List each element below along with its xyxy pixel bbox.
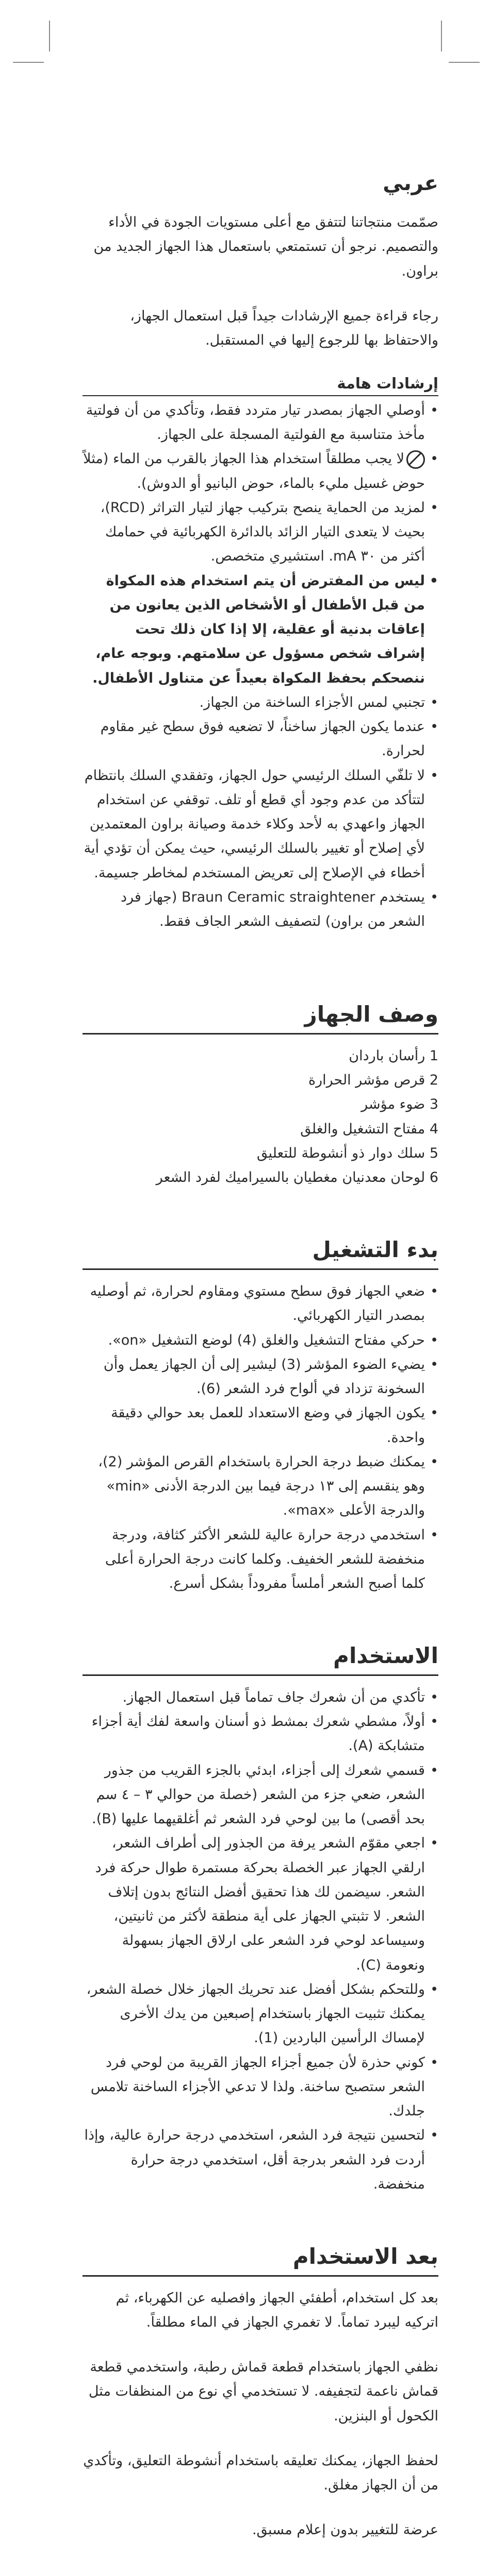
usage-item: • لتحسين نتيجة فرد الشعر، استخدمي درجة حرارة عالية، وإذا أردت فرد الشعر بدرجة أقل، استخدمي درجة حرارة منخفضة. [83,2123,438,2196]
start-item: • يكون الجهاز في وضع الاستعداد للعمل بعد حوالي دقيقة واحدة. [83,1401,438,1450]
description-item: 3 ضوء مؤشر [361,1096,438,1113]
usage-item: • وللتحكم بشكل أفضل عند تحريك الجهاز خلال خصلة الشعر، يمكنك تثبيت الجهاز باستخدام إصبعين من يدك الأخرى لإمساك الرأسين الباردين (1). [83,1977,438,2050]
crop-mark-top-right-h [449,62,480,63]
after-use-title: بعد الاستخدام [83,2243,438,2277]
important-item-text: لا يجب مطلقاً استخدام هذا الجهاز بالقرب من الماء (مثلاً حوض غسيل مليء بالماء، حوض البانيو أو الدوش). [83,451,425,492]
usage-item: • أولاً، مشطي شعرك بمشط ذو أسنان واسعة لفك أية أجزاء متشابكة (A). [83,1709,438,1758]
description-item: 5 سلك دوار ذو أنشوطة للتعليق [256,1145,438,1161]
no-water-icon [406,450,425,469]
important-item [83,447,438,496]
language-title: عربي [383,172,438,195]
usage-item: • كوني حذرة لأن جميع أجزاء الجهاز القريبة من لوحي فرد الشعر ستصبح ساخنة. ولذا لا تدعي الأجزاء الساخنة تلامس جلدك. [83,2050,438,2124]
important-item: • أوصلي الجهاز بمصدر تيار متردد فقط، وتأكدي من أن فولتية مأخذ متناسبة مع الفولتية المسجلة على الجهاز. [83,398,438,447]
usage-title: الاستخدام [83,1642,438,1676]
important-item: • عندما يكون الجهاز ساخناً، لا تضعيه فوق سطح غير مقاوم لحرارة. [83,715,438,764]
description-title: وصف الجهاز [83,1001,438,1035]
important-item: • لا تلفّي السلك الرئيسي حول الجهاز، وتفقدي السلك بانتظام لتتأكد من عدم وجود أي قطع أو تلف. توقفي عن استخدام الجهاز واعهدي به لأحد وكلاء خدمة وصيانة براون المعتمدين لأي إصلاح أو تغيير بالسلك الرئيسي، حيث يمكن أن تؤدي أية أخطاء في الإصلاح إلى تعريض المستخدم لمخاطر جسيمة. [83,764,438,885]
after-use-paragraph-2: نظفي الجهاز باستخدام قطعة قماش رطبة، واستخدمي قطعة قماش ناعمة لتجفيفه. لا تستخدمي أي نوع من المنظفات مثل الكحول أو البنزين. [88,2359,438,2424]
important-item: • لمزيد من الحماية ينصح بتركيب جهاز لتيار التراثر (RCD)، بحيث لا يتعدى التيار الزائد بالدائرة الكهربائية في حمامك أكثر من ٣٠ mA. استشيري متخصص. [83,496,438,569]
intro-paragraph-1: صمّمت منتجاتنا لتتفق مع أعلى مستويات الجودة في الأداء والتصميم. نرجو أن تستمتعي باستعمال هذا الجهاز الجديد من براون. [93,214,438,279]
crop-mark-top-left-v [49,21,50,52]
important-item: • يستخدم Braun Ceramic straightener (جهاز فرد الشعر من براون) لتصفيف الشعر الجاف فقط. [83,885,438,934]
start-list [83,1279,438,1596]
usage-item: • اجعي مقوّم الشعر يرفة من الجذور إلى أطراف الشعر، ارلقي الجهاز عبر الخصلة بحركة مستمرة طوال حركة فرد الشعر. سيضمن لك هذا تحقيق أفضل النتائج بدون إتلاف الشعر. لا تثبتي الجهاز على أية منطقة لأكثر من ثانيتين، وسيساعد لوحي فرد الشعر على ارلاق الجهاز بسهولة ونعومة (C). [83,1831,438,1977]
crop-mark-top-left-h [13,62,44,63]
start-item: • يضيء الضوء المؤشر (3) ليشير إلى أن الجهاز يعمل وأن السخونة تزداد في ألواح فرد الشعر (6). [83,1352,438,1401]
description-item: 2 قرص مؤشر الحرارة [308,1072,438,1089]
description-item: 4 مفتاح التشغيل والغلق [300,1121,438,1137]
usage-list [83,1685,438,2196]
start-item: • استخدمي درجة حرارة عالية للشعر الأكثر كثافة، ودرجة منخفضة للشعر الخفيف. وكلما كانت درجة الحرارة أعلى كلما أصبح الشعر أملساً مفروداً بشكل أسرع. [83,1523,438,1596]
start-item: • يمكنك ضبط درجة الحرارة باستخدام القرص المؤشر (2)، وهو ينقسم إلى ١٣ درجة فيما بين الدرجة الأدنى «min» والدرجة الأعلى «max». [83,1450,438,1523]
important-item-children-warning: • ليس من المفترض أن يتم استخدام هذه المكواة من قبل الأطفال أو الأشخاص الذين يعانون من إعاقات بدنية أو عقلية، إلا إذا كان ذلك تحت إشراف شخص مسؤول عن سلامتهم. وبوجه عام، ننصحكم بحفظ المكواة بعيداً عن متناول الأطفال. [83,569,438,690]
after-use-paragraph-3: لحفظ الجهاز، يمكنك تعليقه باستخدام أنشوطة التعليق، وتأكدي من أن الجهاز مغلق. [83,2452,438,2494]
usage-item: • قسمي شعرك إلى أجزاء، ابدئي بالجزء القريب من جذور الشعر، ضعي جزء من الشعر (خصلة من حوالي ٣ – ٤ سم بحد أقصى) ما بين لوحي فرد الشعر ثم أغلقيهما عليها (B). [83,1758,438,1832]
usage-item: • تأكدي من أن شعرك جاف تماماً قبل استعمال الجهاز. [83,1685,438,1709]
start-item: • ضعي الجهاز فوق سطح مستوي ومقاوم لحرارة، ثم أوصليه بمصدر التيار الكهربائي. [83,1279,438,1328]
description-list [83,1044,438,1190]
crop-mark-top-right-v [441,21,442,52]
change-notice: عرضة للتغيير بدون إعلام مسبق. [252,2522,438,2538]
important-title: إرشادات هامة [83,373,438,396]
manual-page [83,170,438,2563]
important-item: • تجنبي لمس الأجزاء الساخنة من الجهاز. [83,690,438,715]
start-item: • حركي مفتاح التشغيل والغلق (4) لوضع التشغيل «on». [83,1328,438,1352]
after-use-paragraph-1: بعد كل استخدام، أطفئي الجهاز وافصليه عن الكهرباء، ثم اتركيه ليبرد تماماً. لا تغمري الجهاز في الماء مطلقاً. [116,2290,438,2330]
important-list [83,398,438,934]
start-title: بدء التشغيل [83,1236,438,1270]
intro-paragraph-2: رجاء قراءة جميع الإرشادات جيداً قبل استعمال الجهاز، والاحتفاظ بها للرجوع إليها في المستقبل. [130,308,438,348]
description-item: 6 لوحان معدنيان مغطيان بالسيراميك لفرد الشعر [156,1170,438,1186]
description-item: 1 رأسان باردان [349,1047,438,1064]
